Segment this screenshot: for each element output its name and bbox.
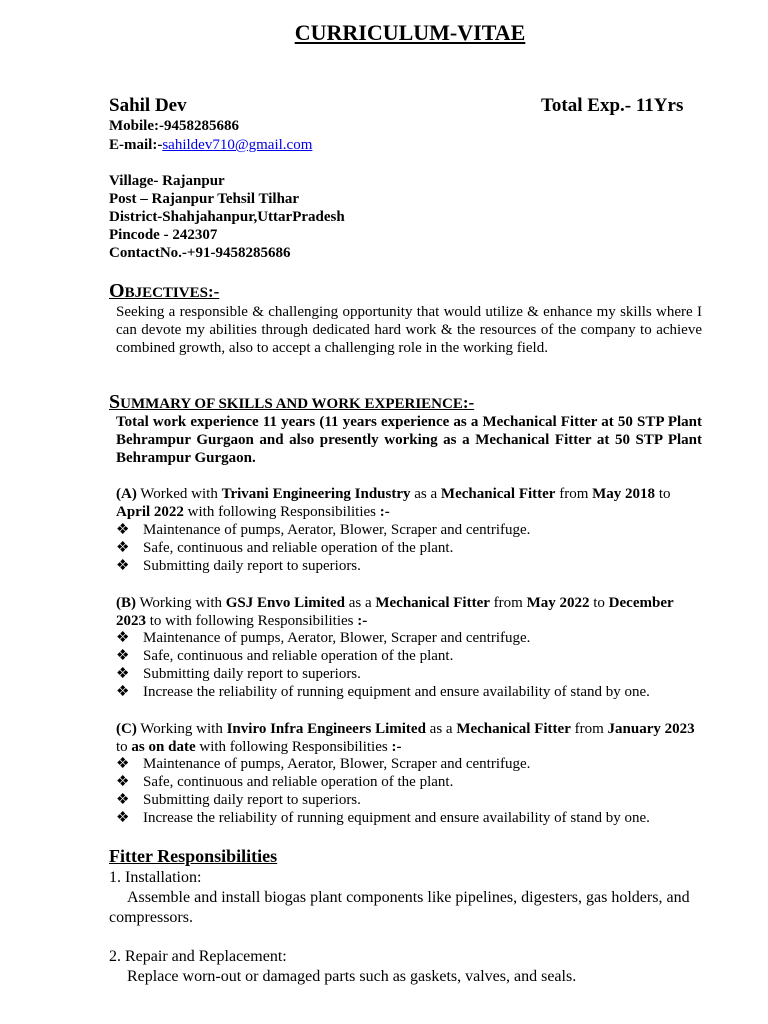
objectives-heading [109,280,219,303]
diamond-bullet-icon: ❖ [116,756,130,772]
diamond-bullet-icon: ❖ [116,666,130,682]
summary-heading-cap: S [109,391,121,413]
list-item: ❖ Safe, continuous and reliable operation of the plant. [116,774,454,790]
job-c-intro: (C) Working with Inviro Infra Engineers Limited as a Mechanical Fitter from January 2023 to as on date with following Responsibilities :- [116,721,695,755]
diamond-bullet-icon: ❖ [116,630,130,646]
list-item: ❖ Submitting daily report to superiors. [116,558,361,574]
list-item: ❖ Increase the reliability of running equipment and ensure availability of stand by one. [116,810,650,826]
job-c-label: (C) [116,721,137,737]
diamond-bullet-icon: ❖ [116,540,130,556]
job-b-role: Mechanical Fitter [375,595,490,611]
fitter-item-2-head: 2. Repair and Replacement: [109,948,287,965]
job-b-responsibilities [116,629,650,701]
summary-heading-rest: UMMARY OF SKILLS AND WORK EXPERIENCE [120,396,463,412]
job-c-responsibilities [116,755,650,827]
list-item: ❖ Increase the reliability of running equipment and ensure availability of stand by one. [116,684,650,700]
page-title: CURRICULUM-VITAE [294,20,526,45]
fitter-item-2-body: Replace worn-out or damaged parts such as gaskets, valves, and seals. [127,968,577,985]
address-village: Village- Rajanpur [109,173,225,189]
fitter-item-1-body: Assemble and install biogas plant components like pipelines, digesters, gas holders, and compressors. [109,889,690,926]
objectives-heading-cap: O [109,280,125,302]
summary-text: Total work experience 11 years (11 years experience as a Mechanical Fitter at 50 STP Plant Behrampur Gurgaon and also presently working as a Mechanical Fitter at 50 STP Plant Behrampur Gurgaon. [116,414,702,466]
summary-heading [109,391,474,414]
job-a-from: May 2018 [592,486,656,502]
job-c-role: Mechanical Fitter [456,721,571,737]
job-a-to: April 2022 [116,504,184,520]
list-item: ❖ Safe, continuous and reliable operation of the plant. [116,540,454,556]
list-item: ❖ Submitting daily report to superiors. [116,666,361,682]
list-item: ❖ Maintenance of pumps, Aerator, Blower, Scraper and centrifuge. [116,522,531,538]
diamond-bullet-icon: ❖ [116,648,130,664]
address-pincode: Pincode - 242307 [109,227,218,243]
summary-heading-suffix: :- [462,393,475,412]
objectives-heading-suffix: :- [207,282,220,301]
objectives-heading-rest: BJECTIVES [124,285,208,301]
job-a-responsibilities [116,521,530,575]
job-a-role: Mechanical Fitter [440,486,556,502]
job-c-to: as on date [131,739,196,755]
job-b-company: GSJ Envo Limited [225,595,345,611]
diamond-bullet-icon: ❖ [116,522,130,538]
candidate-name: Sahil Dev [109,95,187,116]
list-item: ❖ Submitting daily report to superiors. [116,792,361,808]
diamond-bullet-icon: ❖ [116,684,130,700]
fitter-item-1-head: 1. Installation: [109,869,202,886]
job-c-company: Inviro Infra Engineers Limited [226,721,426,737]
fitter-responsibilities-title: Fitter Responsibilities [109,846,278,866]
diamond-bullet-icon: ❖ [116,774,130,790]
list-item: ❖ Safe, continuous and reliable operation of the plant. [116,648,454,664]
objectives-text: Seeking a responsible & challenging opportunity that would utilize & enhance my skills where I can devote my abilities through dedicated hard work & the resources of the company to achieve combined growth, also to accept a challenging role in the working field. [116,304,702,356]
mobile-line: Mobile:-9458285686 [109,118,239,134]
job-b-label: (B) [116,595,136,611]
email-line [109,136,312,154]
job-c-from: January 2023 [607,721,695,737]
diamond-bullet-icon: ❖ [116,792,130,808]
job-a-company: Trivani Engineering Industry [221,486,411,502]
diamond-bullet-icon: ❖ [116,810,130,826]
diamond-bullet-icon: ❖ [116,558,130,574]
total-experience: Total Exp.- 11Yrs [541,95,684,116]
job-b-from: May 2022 [526,595,590,611]
job-b-intro: (B) Working with GSJ Envo Limited as a Mechanical Fitter from May 2022 to December 2023 to with following Responsibilities :- [116,595,674,629]
address-post: Post – Rajanpur Tehsil Tilhar [109,191,300,207]
list-item: ❖ Maintenance of pumps, Aerator, Blower, Scraper and centrifuge. [116,756,531,772]
job-a-intro: (A) Worked with Trivani Engineering Industry as a Mechanical Fitter from May 2018 to April 2022 with following Responsibilities :- [116,486,671,520]
address-district: District-Shahjahanpur,UttarPradesh [109,209,345,225]
job-b-to: December 2023 [116,595,674,629]
address-contact: ContactNo.-+91-9458285686 [109,245,291,261]
email-label: E-mail:- [109,137,163,153]
email-link[interactable]: sahildev710@gmail.com [162,137,313,153]
list-item: ❖ Maintenance of pumps, Aerator, Blower, Scraper and centrifuge. [116,630,531,646]
job-a-label: (A) [116,486,137,502]
